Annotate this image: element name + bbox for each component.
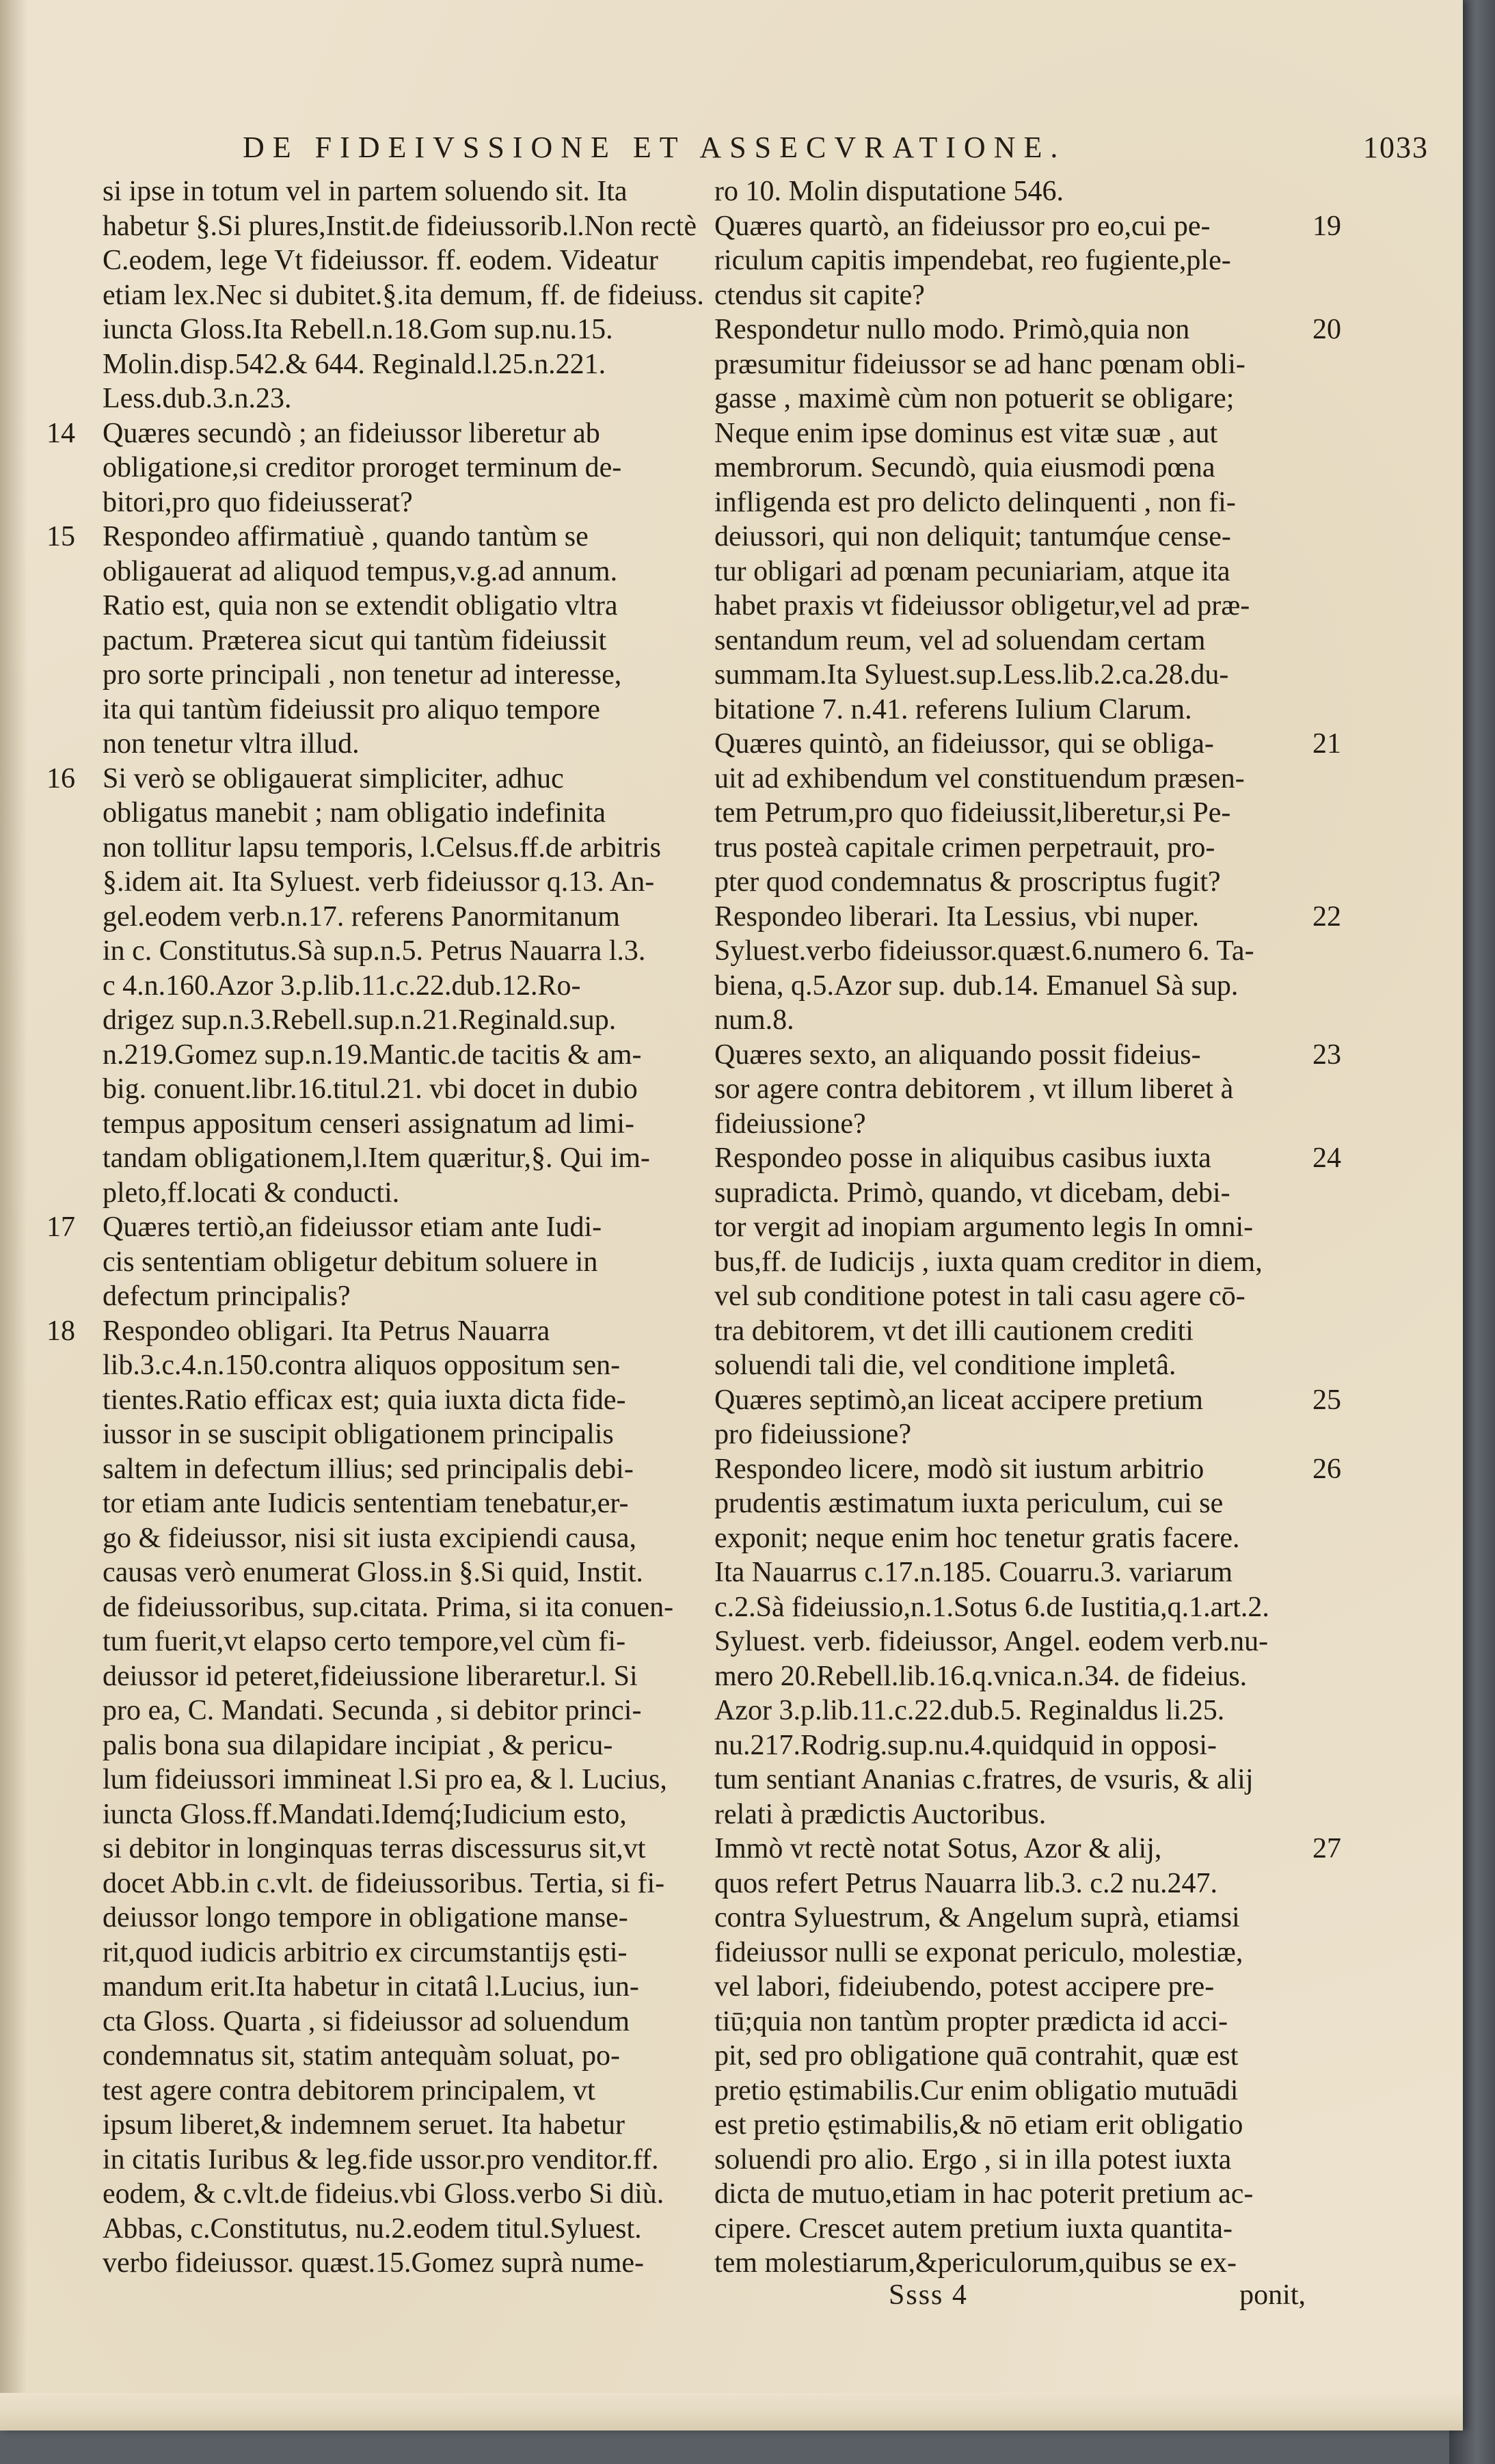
marginal-number: 26 (1312, 1453, 1341, 1485)
text-line: Ratio est, quia non se extendit obligatio vltra (103, 590, 618, 621)
text-line: Molin.disp.542.& 644. Reginald.l.25.n.221. (103, 348, 606, 380)
marginal-number: 15 (46, 521, 75, 552)
text-line: deiussor longo tempore in obligatione manse- (103, 1902, 628, 1933)
paragraph (714, 174, 1306, 209)
text-line: Respondeo affirmatiuè , quando tantùm se (103, 521, 589, 552)
text-line: Respondetur nullo modo. Primò,quia non (714, 314, 1190, 345)
text-line: præsumitur fideiussor se ad hanc pœnam obli- (714, 348, 1245, 380)
text-line: tem molestiarum,&periculorum,quibus se ex- (714, 2247, 1237, 2279)
text-line: n.219.Gomez sup.n.19.Mantic.de tacitis & am- (103, 1039, 642, 1071)
text-line: gel.eodem verb.n.17. referens Panormitanum (103, 900, 620, 933)
page-header (243, 130, 1446, 178)
text-line: ro 10. Molin disputatione 546. (714, 176, 1064, 207)
text-line: Syluest.verbo fideiussor.quæst.6.numero 6. Ta- (714, 935, 1254, 967)
text-line: vel labori, fideiubendo, potest accipere pre- (714, 1971, 1215, 2003)
text-line: de fideiussoribus, sup.citata. Prima, si ita conuen- (103, 1591, 674, 1623)
paragraph (714, 209, 1341, 313)
text-line: tem Petrum,pro quo fideiussit,liberetur,si Pe- (714, 797, 1231, 829)
text-line: Quæres septimò,an liceat accipere pretium (714, 1384, 1203, 1416)
text-line: Syluest. verb. fideiussor, Angel. eodem verb.nu- (714, 1626, 1269, 1657)
text-line: Azor 3.p.lib.11.c.22.dub.5. Reginaldus li.25. (714, 1695, 1225, 1726)
paragraph (714, 900, 1341, 1038)
text-line: ipsum liberet,& indemnem seruet. Ita habetur (103, 2109, 625, 2141)
text-line: riculum capitis impendebat, reo fugiente,ple- (714, 245, 1231, 276)
text-line: Quæres sexto, an aliquando possit fideius- (714, 1039, 1201, 1071)
text-line: iuncta Gloss.Ita Rebell.n.18.Gom sup.nu.15. (103, 314, 613, 345)
text-line: habetur §.Si plures,Instit.de fideiussorib.l.Non rectè (103, 210, 697, 242)
paragraph (46, 416, 708, 520)
text-line: quos refert Petrus Nauarra lib.3. c.2 nu.247. (714, 1867, 1217, 1899)
paragraph (103, 174, 708, 416)
text-line: vel sub conditione potest in tali casu agere cō- (714, 1281, 1245, 1312)
text-line: Ita Nauarrus c.17.n.185. Couarru.3. variarum (714, 1557, 1233, 1588)
text-line: eodem, & c.vlt.de fideius.vbi Gloss.verbo Si diù. (103, 2178, 664, 2210)
text-line: lum fideiussori immineat l.Si pro ea, & l. Lucius, (103, 1764, 667, 1795)
text-line: tum fuerit,vt elapso certo tempore,vel cùm fi- (103, 1626, 626, 1657)
text-line: ctendus sit capite? (714, 279, 925, 311)
marginal-number: 14 (46, 417, 75, 449)
text-line: Quæres quartò, an fideiussor pro eo,cui pe- (714, 210, 1211, 242)
text-line: relati à prædictis Auctoribus. (714, 1798, 1047, 1830)
paragraph (714, 1038, 1341, 1142)
marginal-number: 17 (46, 1211, 75, 1243)
marginal-number: 20 (1312, 314, 1341, 345)
paragraph (46, 1314, 708, 2281)
text-line: non tenetur vltra illud. (103, 728, 360, 760)
text-line: bitatione 7. n.41. referens Iulium Clarum. (714, 693, 1192, 725)
text-line: soluendi pro alio. Ergo , si in illa potest iuxta (714, 2143, 1232, 2175)
text-line: obligatus manebit ; nam obligatio indefinita (103, 797, 606, 829)
text-line: fideiussione? (714, 1108, 866, 1140)
text-line: deiussori, qui non deliquit; tantumq́ue cense- (714, 521, 1231, 552)
text-line: C.eodem, lege Vt fideiussor. ff. eodem. Videatur (103, 245, 658, 276)
text-line: exponit; neque enim hoc tenetur gratis facere. (714, 1522, 1240, 1554)
text-line: Respondeo obligari. Ita Petrus Nauarra (103, 1315, 550, 1347)
catchword: ponit, (1239, 2279, 1306, 2311)
text-line: in citatis Iuribus & leg.fide ussor.pro venditor.ff. (103, 2143, 659, 2175)
paragraph (714, 1452, 1341, 1832)
text-line: iussor in se suscipit obligationem principalis (103, 1419, 614, 1450)
text-line: go & fideiussor, nisi sit iusta excipiendi causa, (103, 1522, 637, 1554)
text-line: habet praxis vt fideiussor obligetur,vel ad præ- (714, 590, 1250, 621)
text-line: c.2.Sà fideiussio,n.1.Sotus 6.de Iustitia,q.1.art.2. (714, 1591, 1269, 1623)
text-line: gasse , maximè cùm non potuerit se obligare; (714, 383, 1235, 414)
text-line: pter quod condemnatus & proscriptus fugit? (714, 866, 1221, 898)
text-line: mero 20.Rebell.lib.16.q.vnica.n.34. de fideius. (714, 1660, 1248, 1692)
text-line: mandum erit.Ita habetur in citatâ l.Lucius, iun- (103, 1971, 639, 2003)
text-line: contra Syluestrum, & Angelum suprà, etiamsi (714, 1902, 1240, 1933)
marginal-number: 19 (1312, 210, 1341, 242)
text-line: pro ea, C. Mandati. Secunda , si debitor princi- (103, 1695, 642, 1726)
text-line: prudentis æstimatum iuxta periculum, cui se (714, 1488, 1224, 1519)
paragraph (714, 1141, 1341, 1383)
text-line: summam.Ita Syluest.sup.Less.lib.2.ca.28.du- (714, 659, 1229, 691)
text-line: §.idem ait. Ita Syluest. verb fideiussor q.13. An- (103, 866, 655, 898)
text-line: dicta de mutuo,etiam in hac poterit pretium ac- (714, 2178, 1254, 2210)
text-line: obligauerat ad aliquod tempus,v.g.ad annum. (103, 555, 618, 587)
text-line: obligatione,si creditor proroget terminum de- (103, 452, 622, 483)
marginal-number: 22 (1312, 900, 1341, 933)
text-line: in c. Constitutus.Sà sup.n.5. Petrus Nauarra l.3. (103, 935, 646, 967)
text-line: tandam obligationem,l.Item quæritur,§. Qui im- (103, 1142, 650, 1174)
text-line: membrorum. Secundò, quia eiusmodi pœna (714, 452, 1215, 483)
paragraph (714, 1832, 1341, 2281)
text-line: Immò vt rectè notat Sotus, Azor & alij, (714, 1833, 1162, 1864)
text-line: num.8. (714, 1004, 794, 1036)
text-line: fideiussor nulli se exponat periculo, molestiæ, (714, 1936, 1243, 1968)
page-footer (714, 2279, 1306, 2313)
text-line: Respondeo liberari. Ita Lessius, vbi nuper. (714, 900, 1200, 933)
text-line: cis sententiam obligetur debitum soluere in (103, 1246, 598, 1278)
text-line: tor etiam ante Iudicis sententiam tenebatur,er- (103, 1488, 629, 1519)
text-line: pit, sed pro obligatione quā contrahit, quæ est (714, 2040, 1239, 2072)
text-line: biena, q.5.Azor sup. dub.14. Emanuel Sà sup. (714, 969, 1239, 1002)
text-line: cta Gloss. Quarta , si fideiussor ad soluendum (103, 2005, 630, 2037)
text-line: soluendi tali die, vel conditione impletâ. (714, 1350, 1176, 1381)
text-line: c 4.n.160.Azor 3.p.lib.11.c.22.dub.12.Ro- (103, 969, 581, 1002)
text-line: uit ad exhibendum vel constituendum præsen- (714, 762, 1245, 794)
text-line: infligenda est pro delicto delinquenti , non fi- (714, 486, 1236, 518)
text-line: pactum. Præterea sicut qui tantùm fideiussit (103, 624, 607, 656)
text-line: sentandum reum, vel ad soluendam certam (714, 624, 1206, 656)
text-line: cipere. Crescet autem pretium iuxta quantita- (714, 2212, 1233, 2245)
page-bottom-edge (0, 2393, 1463, 2430)
text-line: palis bona sua dilapidare incipiat , & pericu- (103, 1729, 613, 1761)
text-line: si debitor in longinquas terras discessurus sit,vt (103, 1833, 646, 1864)
text-line: Neque enim ipse dominus est vitæ suæ , aut (714, 417, 1218, 449)
text-line: sor agere contra debitorem , vt illum liberet à (714, 1073, 1234, 1105)
text-line: causas verò enumerat Gloss.in §.Si quid, Instit. (103, 1557, 643, 1588)
paragraph (46, 520, 708, 762)
left-column (46, 174, 708, 2281)
running-title: DE FIDEIVSSIONE ET ASSECVRATIONE. (243, 131, 1066, 164)
text-line: supradicta. Primò, quando, vt dicebam, debi- (714, 1177, 1230, 1209)
text-line: rit,quod iudicis arbitrio ex circumstantijs ęsti- (103, 1936, 628, 1968)
paragraph (714, 1383, 1341, 1452)
paragraph (714, 312, 1341, 727)
text-line: tum sentiant Ananias c.fratres, de vsuris, & alij (714, 1764, 1254, 1795)
text-line: iuncta Gloss.ff.Mandati.Idemq́;Iudicium esto, (103, 1798, 627, 1830)
marginal-number: 16 (46, 762, 75, 794)
text-line: est pretio ęstimabilis,& nō etiam erit obligatio (714, 2109, 1243, 2141)
text-line: tempus appositum censeri assignatum ad limi- (103, 1108, 635, 1140)
text-line: trus posteà capitale crimen perpetrauit, pro- (714, 831, 1215, 863)
text-line: si ipse in totum vel in partem soluendo sit. Ita (103, 176, 628, 207)
text-line: tientes.Ratio efficax est; quia iuxta dicta fide- (103, 1384, 626, 1416)
text-line: tra debitorem, vt det illi cautionem crediti (714, 1315, 1194, 1347)
right-column (714, 174, 1341, 2281)
text-line: Abbas, c.Constitutus, nu.2.eodem titul.Syluest. (103, 2212, 642, 2245)
text-line: non tollitur lapsu temporis, l.Celsus.ff.de arbitris (103, 831, 661, 863)
text-line: Less.dub.3.n.23. (103, 383, 292, 414)
text-line: verbo fideiussor. quæst.15.Gomez suprà nume- (103, 2247, 645, 2279)
text-line: Quæres quintò, an fideiussor, qui se obliga- (714, 728, 1214, 760)
text-line: docet Abb.in c.vlt. de fideiussoribus. Tertia, si fi- (103, 1867, 665, 1899)
text-line: condemnatus sit, statim antequàm soluat, po- (103, 2040, 621, 2072)
text-line: pleto,ff.locati & conducti. (103, 1177, 400, 1209)
text-line: drigez sup.n.3.Rebell.sup.n.21.Reginald.sup. (103, 1004, 617, 1036)
text-line: test agere contra debitorem principalem, vt (103, 2074, 595, 2106)
text-line: saltem in defectum illius; sed principalis debi- (103, 1453, 634, 1485)
text-line: Quæres tertiò,an fideiussor etiam ante Iudi- (103, 1211, 602, 1243)
marginal-number: 27 (1312, 1833, 1341, 1864)
text-line: pretio ęstimabilis.Cur enim obligatio mutuādi (714, 2074, 1239, 2106)
text-line: deiussor id peteret,fideiussione liberaretur.l. Si (103, 1660, 638, 1692)
text-line: defectum principalis? (103, 1281, 351, 1312)
marginal-number: 23 (1312, 1039, 1341, 1071)
text-line: bus,ff. de Iudicijs , iuxta quam creditor in diem, (714, 1246, 1263, 1278)
text-line: Respondeo posse in aliquibus casibus iuxta (714, 1142, 1211, 1174)
text-line: Quæres secundò ; an fideiussor liberetur ab (103, 417, 600, 449)
text-line: pro sorte principali , non tenetur ad interesse, (103, 659, 622, 691)
marginal-number: 25 (1312, 1384, 1341, 1416)
paragraph (46, 1210, 708, 1314)
paragraph (714, 727, 1341, 900)
page-number: 1033 (1363, 131, 1429, 164)
text-line: tur obligari ad pœnam pecuniariam, atque ita (714, 555, 1230, 587)
text-line: Respondeo licere, modò sit iustum arbitrio (714, 1453, 1204, 1485)
signature-mark: Ssss 4 (889, 2279, 968, 2311)
marginal-number: 18 (46, 1315, 75, 1347)
text-line: ita qui tantùm fideiussit pro aliquo tempore (103, 693, 600, 725)
text-line: nu.217.Rodrig.sup.nu.4.quidquid in opposi- (714, 1729, 1217, 1761)
marginal-number: 24 (1312, 1142, 1341, 1174)
text-line: Si verò se obligauerat simpliciter, adhuc (103, 762, 564, 794)
text-line: etiam lex.Nec si dubitet.§.ita demum, ff. de fideiuss. (103, 279, 704, 311)
text-line: tor vergit ad inopiam argumento legis In omni- (714, 1211, 1254, 1243)
marginal-number: 21 (1312, 728, 1341, 760)
text-line: bitori,pro quo fideiusserat? (103, 486, 413, 518)
text-line: pro fideiussione? (714, 1419, 912, 1450)
text-line: tiū;quia non tantùm propter prædicta id acci- (714, 2005, 1228, 2037)
text-line: lib.3.c.4.n.150.contra aliquos oppositum sen- (103, 1350, 621, 1381)
paragraph (46, 762, 708, 1211)
text-line: big. conuent.libr.16.titul.21. vbi docet in dubio (103, 1073, 638, 1105)
page-gutter-shadow (0, 0, 27, 2430)
